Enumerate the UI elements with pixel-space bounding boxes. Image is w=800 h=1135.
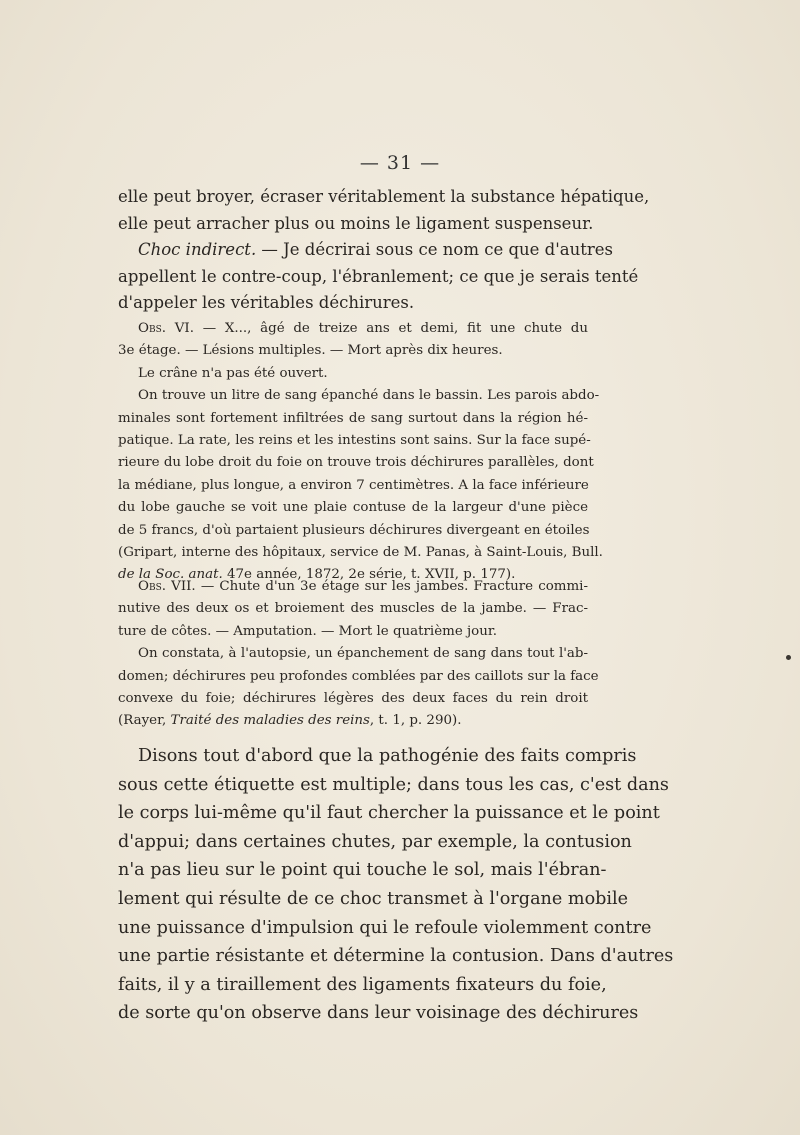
text-line <box>118 318 588 340</box>
text-line <box>118 576 588 598</box>
text-line: appellent le contre-coup, l'ébranlement; ce que je serais tenté <box>118 266 639 286</box>
observation-vii <box>118 576 599 733</box>
text-line: domen; déchirures peu profondes comblées par des caillots sur la face <box>118 668 599 684</box>
text-line: le corps lui-même qu'il faut chercher la puissance et le point <box>118 803 660 824</box>
text-line: lement qui résulte de ce choc transmet à l'organe mobile <box>118 888 629 909</box>
text-line: la médiane, plus longue, a environ 7 centimètres. A la face inférieure <box>118 477 589 493</box>
text-line: Disons tout d'abord que la pathogénie des faits compris <box>138 746 637 766</box>
text-line: Le crâne n'a pas été ouvert. <box>138 365 328 381</box>
book-title: Traité des maladies des reins <box>170 713 370 729</box>
text-line: rieure du lobe droit du foie on trouve trois déchirures parallèles, dont <box>118 455 594 471</box>
observation-label: Obs. VI. <box>138 321 194 336</box>
text-line <box>118 710 588 732</box>
text-fragment: 47e année, 1872, 2e série, t. XVII, p. 177). <box>222 567 516 583</box>
paper-speck <box>786 655 791 660</box>
observation-vi <box>118 318 603 587</box>
text-fragment: , t. 1, p. 290). <box>369 713 462 729</box>
text-line <box>118 237 613 264</box>
text-line: elle peut broyer, écraser véritablement la substance hépatique, <box>118 187 650 206</box>
text-line: elle peut arracher plus ou moins le ligament suspenseur. <box>118 213 594 233</box>
text-line: sous cette étiquette est multiple; dans tous les cas, c'est dans <box>118 774 669 795</box>
text-line: 3e étage. — Lésions multiples. — Mort après dix heures. <box>118 343 503 359</box>
text-line: une puissance d'impulsion qui le refoule violemment contre <box>118 917 652 938</box>
section-heading: Choc indirect. <box>138 240 257 259</box>
text-line: d'appeler les véritables déchirures. <box>118 293 415 312</box>
text-line: de 5 francs, d'où partaient plusieurs déchirures divergeant en étoiles <box>118 522 590 538</box>
text-fragment: — Je décrirai sous ce nom ce que d'autres <box>256 240 613 259</box>
text-fragment: — Chute d'un 3e étage sur les jambes. Fracture commi- <box>195 579 588 594</box>
text-line: n'a pas lieu sur le point qui touche le sol, mais l'ébran- <box>118 860 607 881</box>
observation-label: Obs. VII. <box>138 579 196 594</box>
text-line: patique. La rate, les reins et les intestins sont sains. Sur la face supé- <box>118 433 591 449</box>
text-line: On trouve un litre de sang épanché dans le bassin. Les parois abdo- <box>138 388 600 404</box>
text-line: nutive des deux os et broiement des muscles de la jambe. — Frac- <box>118 601 588 617</box>
text-line: minales sont fortement infiltrées de sang surtout dans la région hé- <box>118 410 588 426</box>
text-line: ture de côtes. — Amputation. — Mort le quatrième jour. <box>118 623 498 639</box>
text-line: convexe du foie; déchirures légères des deux faces du rein droit <box>118 691 588 707</box>
journal-title: de la Soc. anat. <box>118 567 223 583</box>
text-line: d'appui; dans certaines chutes, par exemple, la contusion <box>118 831 632 852</box>
intro-paragraph <box>118 184 650 317</box>
text-fragment: (Rayer, <box>118 713 171 729</box>
text-line: du lobe gauche se voit une plaie contuse de la largeur d'une pièce <box>118 500 588 516</box>
text-fragment: — X..., âgé de treize ans et demi, fit une chute du <box>193 321 588 336</box>
text-line: faits, il y a tiraillement des ligaments fixateurs du foie, <box>118 974 607 995</box>
text-line: On constata, à l'autopsie, un épanchement de sang dans tout l'ab- <box>138 646 588 662</box>
body-paragraph <box>118 742 674 1028</box>
text-line: (Gripart, interne des hôpitaux, service de M. Panas, à Saint-Louis, Bull. <box>118 545 603 561</box>
text-line: une partie résistante et détermine la contusion. Dans d'autres <box>118 946 674 967</box>
page-number: — 31 — <box>359 152 441 174</box>
text-line: de sorte qu'on observe dans leur voisinage des déchirures <box>118 1003 639 1024</box>
